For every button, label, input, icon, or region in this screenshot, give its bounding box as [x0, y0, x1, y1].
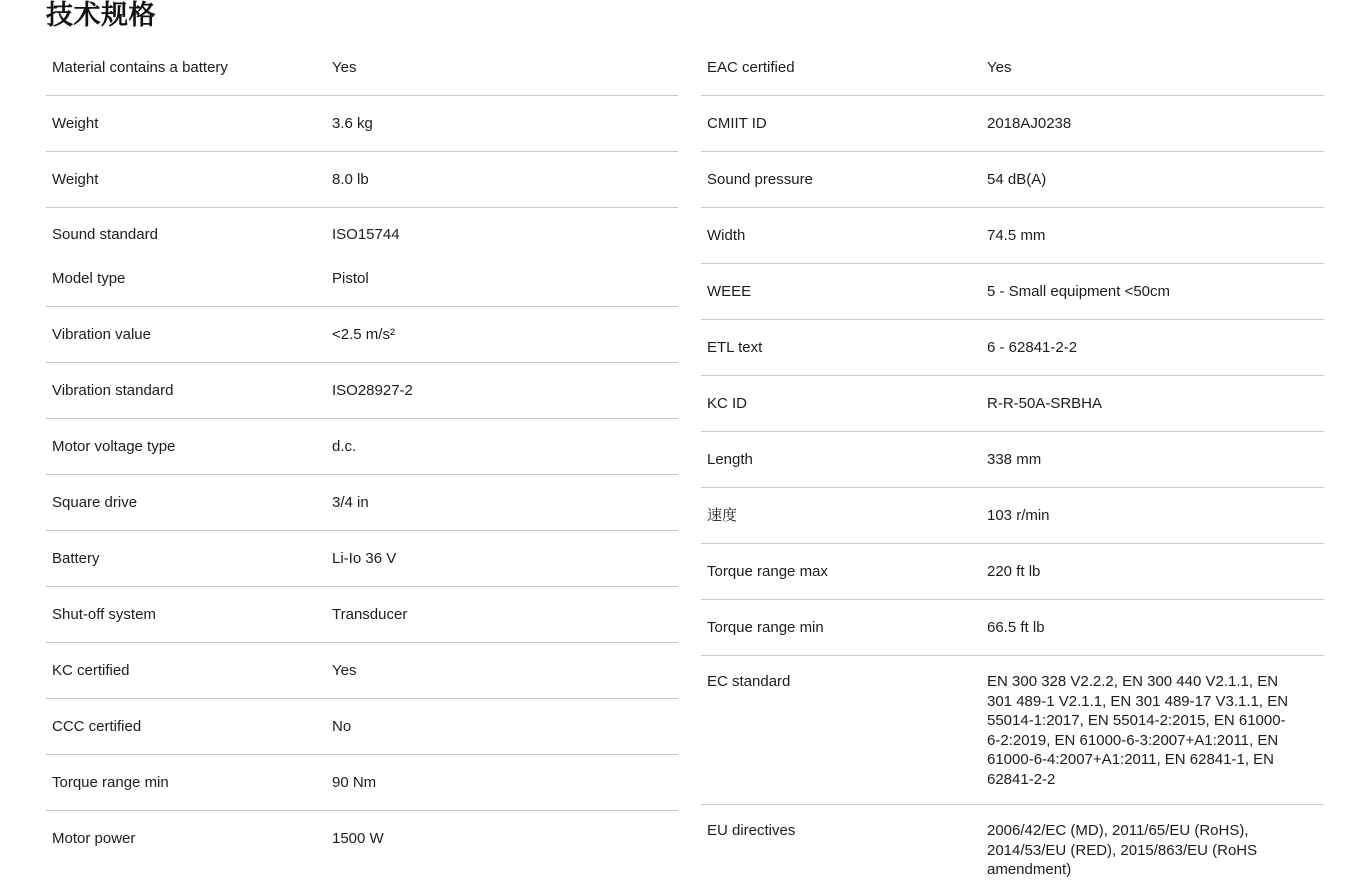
spec-section: [701, 488, 1324, 544]
spec-section: [46, 699, 678, 755]
spec-row: [701, 320, 1324, 375]
spec-section: [701, 208, 1324, 264]
spec-value: d.c.: [332, 437, 357, 455]
spec-value: 338 mm: [987, 450, 1042, 468]
spec-section: [46, 208, 678, 307]
spec-label: CCC certified: [52, 717, 142, 735]
spec-section: [701, 600, 1324, 656]
spec-value: 2006/42/EC (MD), 2011/65/EU (RoHS), 2014/53/EU (RED), 2015/863/EU (RoHS amendment): [987, 822, 1258, 878]
spec-section: [46, 40, 678, 96]
spec-label: Torque range min: [707, 618, 824, 636]
spec-value: 1500 W: [332, 829, 384, 847]
spec-value: Yes: [987, 58, 1012, 76]
spec-row: [46, 213, 678, 257]
spec-section: [701, 432, 1324, 488]
spec-row: [46, 152, 678, 207]
spec-label: Model type: [52, 270, 126, 288]
spec-section: [46, 307, 678, 363]
spec-section: [701, 544, 1324, 600]
spec-label: Square drive: [52, 493, 138, 511]
spec-value: R-R-50A-SRBHA: [987, 394, 1103, 412]
spec-value: 90 Nm: [332, 773, 377, 791]
spec-section: [701, 152, 1324, 208]
spec-row: [46, 307, 678, 362]
spec-value: Li-Io 36 V: [332, 549, 397, 567]
spec-label: CMIIT ID: [707, 114, 767, 132]
spec-row: [701, 656, 1324, 804]
spec-label: Width: [707, 226, 746, 244]
spec-value: No: [332, 717, 352, 735]
spec-label: EC standard: [707, 673, 791, 690]
spec-section: [701, 656, 1324, 805]
page-title: 技术规格: [46, 0, 156, 30]
spec-row: [46, 755, 678, 810]
spec-label: EAC certified: [707, 58, 795, 76]
spec-row: [46, 531, 678, 586]
spec-value: Yes: [332, 661, 357, 679]
spec-section: [46, 587, 678, 643]
spec-label: Shut-off system: [52, 605, 156, 623]
spec-section: [701, 320, 1324, 376]
spec-section: [46, 152, 678, 208]
spec-row: [46, 587, 678, 642]
spec-label: Vibration value: [52, 325, 151, 343]
spec-row: [46, 40, 678, 95]
spec-label: Weight: [52, 114, 99, 132]
spec-row: [46, 475, 678, 530]
spec-value: EN 300 328 V2.2.2, EN 300 440 V2.1.1, EN 301 489-1 V2.1.1, EN 301 489-17 V3.1.1, EN 55014-1:2017, EN 55014-2:2015, EN 61000-6-2:2019, EN 61000-6-3:2007+A1:2011, EN 61000-6-4:2007+A1:2011, EN 62841-1, EN 62841-2-2: [987, 673, 1289, 788]
spec-value: 8.0 lb: [332, 170, 369, 188]
spec-value: 103 r/min: [987, 506, 1050, 524]
spec-label: Motor power: [52, 829, 136, 847]
spec-row: [701, 488, 1324, 543]
specs-grid: [46, 40, 1360, 895]
specs-column-right: [701, 40, 1324, 895]
spec-value: <2.5 m/s²: [332, 325, 395, 343]
spec-section: [701, 96, 1324, 152]
spec-row: [701, 264, 1324, 319]
spec-section: [701, 40, 1324, 96]
spec-value: 6 - 62841-2-2: [987, 338, 1078, 356]
spec-value: Transducer: [332, 605, 408, 623]
spec-label: Length: [707, 450, 753, 468]
spec-row: [701, 600, 1324, 655]
spec-row: [701, 208, 1324, 263]
spec-value: Pistol: [332, 270, 369, 288]
spec-label: WEEE: [707, 282, 752, 300]
spec-row: [701, 152, 1324, 207]
spec-row: [46, 699, 678, 754]
spec-label: 速度: [707, 506, 738, 524]
spec-label: Battery: [52, 549, 100, 567]
spec-label: KC ID: [707, 394, 748, 412]
spec-value: ISO28927-2: [332, 381, 413, 399]
spec-section: [701, 376, 1324, 432]
spec-section: [46, 475, 678, 531]
spec-section: [701, 264, 1324, 320]
spec-value: ISO15744: [332, 226, 400, 244]
spec-section: [46, 363, 678, 419]
spec-row: [46, 363, 678, 418]
spec-label: Vibration standard: [52, 381, 174, 399]
spec-value: 5 - Small equipment <50cm: [987, 282, 1171, 300]
spec-section: [46, 531, 678, 587]
spec-row: [46, 811, 678, 866]
spec-value: 3.6 kg: [332, 114, 373, 132]
spec-label: ETL text: [707, 338, 763, 356]
spec-row: [701, 544, 1324, 599]
spec-value: 66.5 ft lb: [987, 618, 1045, 636]
spec-row: [701, 432, 1324, 487]
spec-row: [701, 805, 1324, 895]
spec-value: 74.5 mm: [987, 226, 1046, 244]
spec-row: [46, 419, 678, 474]
spec-label: EU directives: [707, 822, 796, 839]
spec-label: Sound pressure: [707, 170, 813, 188]
spec-row: [701, 40, 1324, 95]
spec-value: 220 ft lb: [987, 562, 1041, 580]
spec-value: Yes: [332, 58, 357, 76]
spec-value: 2018AJ0238: [987, 114, 1072, 132]
spec-row: [46, 257, 678, 301]
spec-label: KC certified: [52, 661, 130, 679]
spec-label: Weight: [52, 170, 99, 188]
spec-row: [46, 96, 678, 151]
spec-section: [46, 755, 678, 811]
spec-label: Motor voltage type: [52, 437, 176, 455]
spec-section: [46, 419, 678, 475]
spec-label: Material contains a battery: [52, 58, 228, 76]
spec-section: [46, 811, 678, 866]
spec-label: Torque range max: [707, 562, 828, 580]
spec-section: [46, 96, 678, 152]
spec-value: 54 dB(A): [987, 170, 1047, 188]
spec-row: [46, 643, 678, 698]
spec-label: Sound standard: [52, 226, 158, 244]
spec-row: [701, 376, 1324, 431]
specs-column-left: [46, 40, 678, 866]
spec-section: [46, 643, 678, 699]
spec-value: 3/4 in: [332, 493, 369, 511]
spec-label: Torque range min: [52, 773, 169, 791]
spec-row: [701, 96, 1324, 151]
spec-section: [701, 805, 1324, 895]
